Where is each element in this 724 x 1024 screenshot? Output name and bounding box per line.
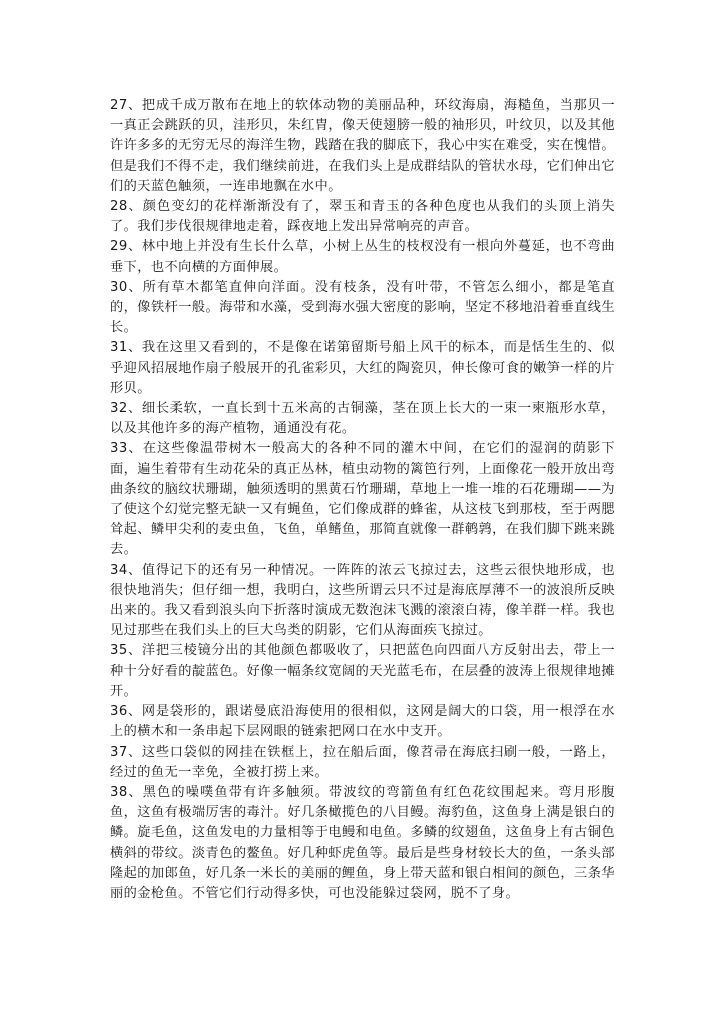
paragraph-28: 28、颜色变幻的花样渐渐没有了，翠玉和青玉的各种色度也从我们的头顶上消失了。我们步伐很规律地走着，踩夜地上发出异常响亮的声音。 [110, 199, 615, 235]
paragraph-34: 34、值得记下的还有另一种情况。一阵阵的浓云飞掠过去，这些云很快地形成，也很快地消失；但仔细一想，我明白，这些所谓云只不过是海底厚薄不一的波浪所反映出来的。我又看到浪头向下折落时演成无数泡沫飞溅的滚滚白祷，像羊群一样。我也见过那些在我们头上的巨大鸟类的阴影，它们从海面疾飞掠过。 [110, 562, 615, 639]
paragraph-35: 35、洋把三棱镜分出的其他颜色都吸收了，只把蓝色向四面八方反射出去，带上一种十分好看的靛蓝色。好像一幅条纹宽阔的天光蓝毛布，在层叠的波涛上很规律地摊开。 [110, 643, 615, 699]
paragraph-31: 31、我在这里又看到的，不是像在诺第留斯号船上风干的标本，而是恬生生的、似乎迎风招展地作扇子般展开的孔雀彩贝，大红的陶瓷贝，伸长像可食的嫩笋一样的片形贝。 [110, 340, 615, 396]
paragraph-37: 37、这些口袋似的网挂在铁框上，拉在船后面，像苕帚在海底扫刷一般，一路上，经过的鱼无一幸免，全被打捞上来。 [110, 744, 615, 780]
paragraph-36: 36、网是袋形的，跟诺曼底沿海使用的很相似，这网是阔大的口袋，用一根浮在水上的横木和一条串起下层网眼的链索把网口在水中支开。 [110, 704, 615, 740]
paragraph-30: 30、所有草木都笔直伸向洋面。没有枝条，没有叶带，不管怎么细小，都是笔直的，像铁杆一般。海带和水藻，受到海水强大密度的影响，坚定不移地沿着垂直线生长。 [110, 279, 615, 336]
paragraph-27: 27、把成千成万散布在地上的软体动物的美丽品种，环纹海扇，海糙鱼，当那贝一一真正会跳跃的贝，洼形贝，朱红胄，像天使翅膀一般的袖形贝，叶纹贝，以及其他许许多多的无穷无尽的海洋生物，践踏在我的脚底下，我心中实在难受，实在愧惜。但是我们不得不走，我们继续前进，在我们头上是成群结队的管状水母，它们伸出它们的天蓝色触须，一连串地飘在水中。 [110, 98, 615, 194]
paragraph-29: 29、林中地上并没有生长什么草，小树上丛生的枝杈没有一根向外蔓延，也不弯曲垂下，也不向横的方面伸展。 [110, 239, 615, 275]
paragraph-38: 38、黑色的噪噗鱼带有许多触须。带波纹的弯箭鱼有红色花纹围起来。弯月形腹鱼，这鱼有极端厉害的毒汁。好几条橄揽色的八目鳗。海豹鱼，这鱼身上满是银白的鳞。旋毛鱼，这鱼发电的力量相等于电鳗和电鱼。多鳞的纹翅鱼，这鱼身上有古铜色横斜的带纹。淡青色的鳌鱼。好几种虾虎鱼等。最后是些身材较长大的鱼，一条头部隆起的加郎鱼，好几条一米长的美丽的鲤鱼，身上带天蓝和银白相间的颜色，三条华丽的金枪鱼。不管它们行动得多快，可也没能躲过袋网，脱不了身。 [110, 784, 615, 901]
paragraph-32: 32、细长柔软，一直长到十五米高的古铜藻，茎在顶上长大的一束一柬瓶形水草，以及其他许多的海产植物，通通没有花。 [110, 401, 615, 437]
paragraph-33: 33、在这些像温带树木一般高大的各种不同的灌木中间，在它们的湿润的荫影下面，遍生着带有生动花朵的真正丛林，植虫动物的篱笆行列，上面像花一般开放出弯曲条纹的脑纹状珊瑚，触须透明的黑黄石竹珊瑚，草地上一堆一堆的石花珊瑚——为了使这个幻觉完整无缺一又有蝇鱼，它们像成群的蜂雀，从这枝飞到那枝，至于两腮耸起、鳞甲尖利的麦虫鱼，飞鱼，单鳍鱼，那简直就像一群鹌鹑，在我们脚下跳来跳去。 [110, 441, 615, 558]
document-body [110, 96, 615, 904]
